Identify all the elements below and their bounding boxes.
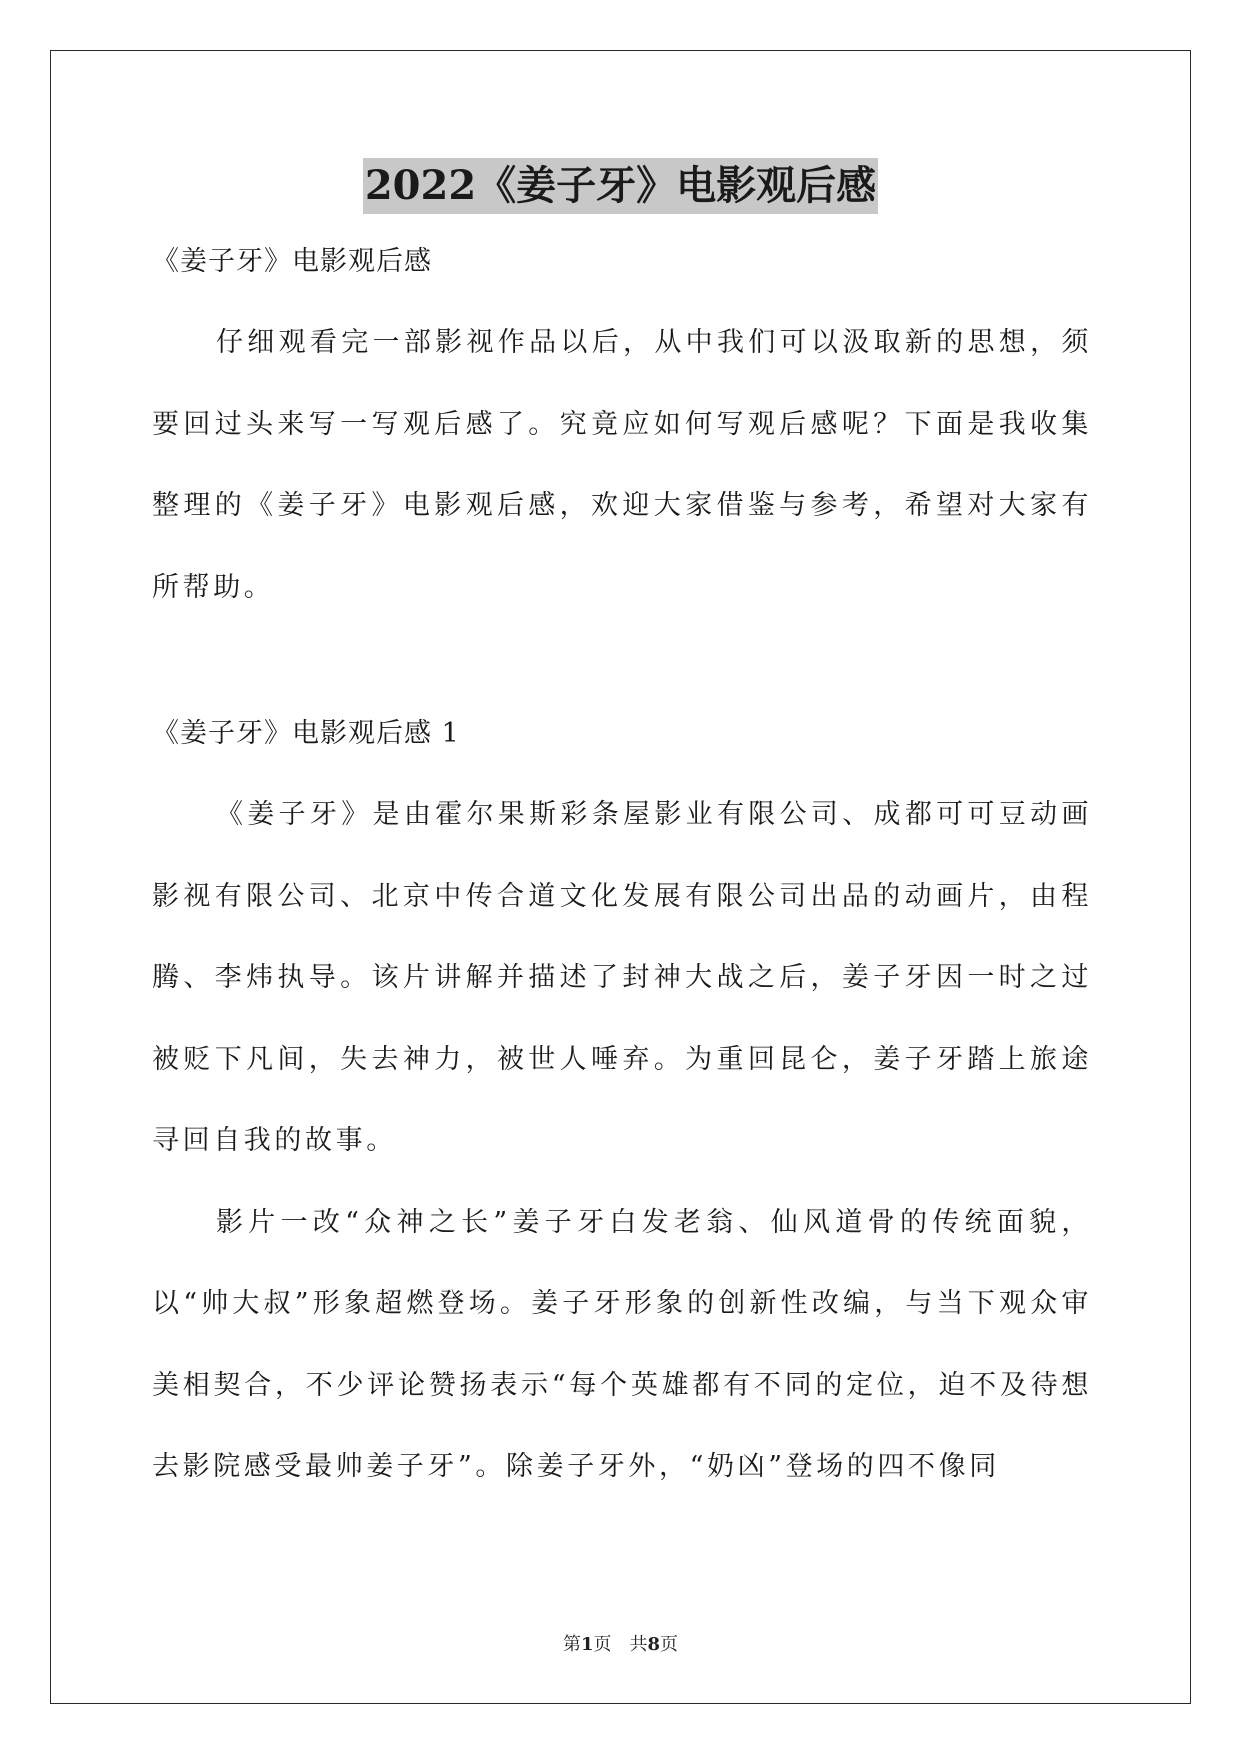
section-1-heading: 《姜子牙》电影观后感 1: [152, 718, 460, 749]
title-container: [0, 158, 1241, 214]
section-1-paragraph-1: 《姜子牙》是由霍尔果斯彩条屋影业有限公司、成都可可豆动画影视有限公司、北京中传合道文化发展有限公司出品的动画片，由程腾、李炜执导。该片讲解并描述了封神大战之后，姜子牙因一时之过被贬下凡间，失去神力，被世人唾弃。为重回昆仑，姜子牙踏上旅途寻回自我的故事。: [152, 799, 1092, 1156]
page-footer: [0, 1630, 1241, 1656]
footer-page-prefix: 第: [562, 1634, 581, 1655]
document-title: 2022《姜子牙》电影观后感: [363, 158, 878, 214]
footer-page-number: 1: [580, 1634, 594, 1655]
section-1-paragraph-2: 影片一改“众神之长”姜子牙白发老翁、仙风道骨的传统面貌，以“帅大叔”形象超燃登场。姜子牙形象的创新性改编，与当下观众审美相契合，不少评论赞扬表示“每个英雄都有不同的定位，迫不及待想去影院感受最帅姜子牙”。除姜子牙外，“奶凶”登场的四不像同: [152, 1206, 1092, 1482]
footer-page-suffix: 页: [660, 1634, 679, 1655]
intro-heading: 《姜子牙》电影观后感: [152, 246, 432, 277]
footer-total-pages: 8: [647, 1634, 661, 1655]
document-body: [152, 242, 1092, 1508]
footer-page-mid: 页 共: [593, 1634, 648, 1655]
intro-paragraph: 仔细观看完一部影视作品以后，从中我们可以汲取新的思想，须要回过头来写一写观后感了。究竟应如何写观后感呢？下面是我收集整理的《姜子牙》电影观后感，欢迎大家借鉴与参考，希望对大家有所帮助。: [152, 327, 1092, 603]
